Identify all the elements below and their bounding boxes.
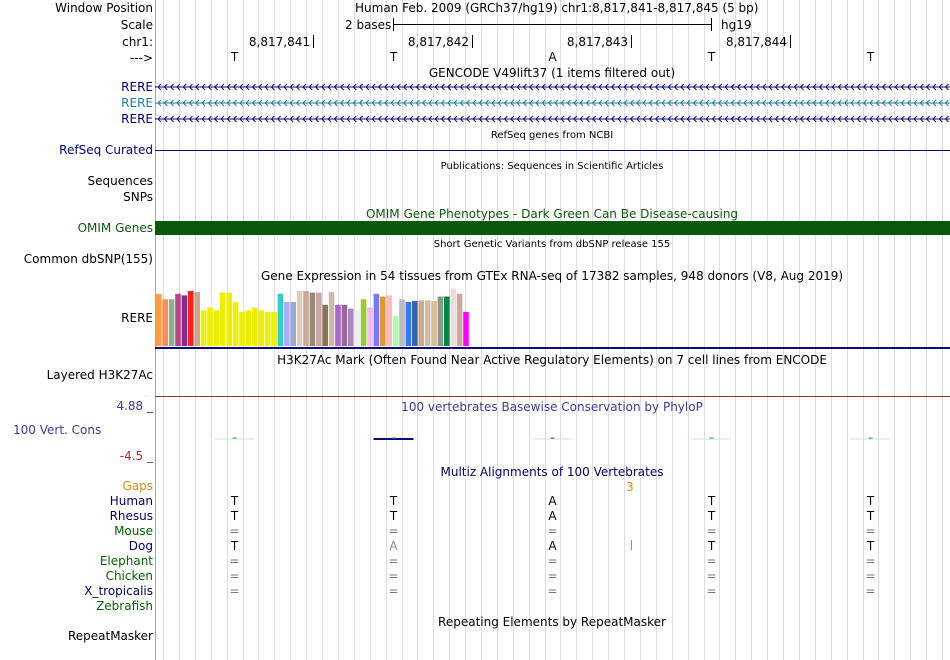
data-area[interactable] [155, 0, 950, 660]
alignment-base: = [547, 524, 558, 538]
alignment-base: T [707, 509, 716, 523]
gtex-tissue-bar [207, 308, 213, 347]
gtex-tissue-bar [239, 312, 245, 346]
scale-text: 2 bases [345, 18, 392, 32]
gencode-gene-feature [155, 116, 950, 122]
coordinate-tick [313, 35, 314, 48]
gtex-tissue-bar [316, 293, 322, 346]
gtex-tissue-bar [406, 302, 412, 346]
alignment-base: = [229, 524, 240, 538]
species-label: Human [109, 494, 153, 508]
reference-base: A [548, 50, 557, 64]
coordinate-label: 8,817,843 [566, 35, 628, 49]
gtex-tissue-bar [252, 308, 258, 347]
alignment-base: = [547, 554, 558, 568]
alignment-base: A [548, 494, 557, 508]
species-label: Mouse [114, 524, 153, 538]
alignment-base: A [389, 539, 398, 553]
coordinate-tick [472, 35, 473, 48]
gtex-tissue-bar [188, 291, 194, 346]
species-label: Rhesus [109, 509, 153, 523]
repeatmasker-label[interactable]: RepeatMasker [67, 629, 153, 643]
reference-base: T [866, 50, 875, 64]
gtex-tissue-bar [450, 288, 456, 346]
alignment-base: T [230, 509, 239, 523]
gencode-gene-label-1[interactable]: RERE [121, 80, 153, 94]
publications-title: Publications: Sequences in Scientific Articles [440, 161, 664, 172]
coordinate-label: 8,817,841 [248, 35, 310, 49]
gtex-tissue-bar [348, 309, 354, 346]
alignment-base: = [229, 554, 240, 568]
gencode-gene-label-3[interactable]: RERE [121, 112, 153, 126]
alignment-base: = [229, 584, 240, 598]
gtex-tissue-bar [342, 305, 348, 346]
omim-title: OMIM Gene Phenotypes - Dark Green Can Be Disease-causing [365, 207, 739, 221]
scale-bar [393, 24, 711, 25]
alignment-base: = [388, 584, 399, 598]
reference-base: T [230, 50, 239, 64]
alignment-base: = [547, 584, 558, 598]
alignment-base: T [230, 494, 239, 508]
gtex-tissue-bar [265, 312, 271, 346]
coordinate-label: 8,817,842 [407, 35, 469, 49]
gtex-tissue-bar [258, 310, 264, 346]
gtex-tissue-bar [297, 291, 303, 346]
gencode-gene-feature [155, 100, 950, 106]
alignment-base: = [388, 524, 399, 538]
window-position-label: Window Position [55, 1, 153, 15]
gtex-tissue-bar [290, 302, 296, 346]
coordinate-tick [790, 35, 791, 48]
gencode-gene-tracks[interactable] [155, 78, 950, 128]
publications-snps-label[interactable]: SNPs [123, 190, 153, 204]
gtex-tissue-bar [367, 308, 373, 347]
gtex-tissue-bar [380, 297, 386, 347]
gencode-title: GENCODE V49lift37 (1 items filtered out) [428, 66, 676, 80]
omim-feature-bar[interactable] [155, 221, 950, 235]
scale-label: Scale [120, 18, 153, 32]
gtex-tissue-bar [201, 310, 207, 346]
gtex-tissue-bar [175, 294, 181, 346]
gtex-tissue-bar [463, 312, 469, 346]
phylop-max-label: 4.88 _ [116, 399, 153, 413]
phylop-min-label: -4.5 _ [119, 449, 153, 463]
alignment-base: = [865, 524, 876, 538]
h3k27ac-title: H3K27Ac Mark (Often Found Near Active Regulatory Elements) on 7 cell lines from ENCODE [277, 353, 827, 367]
gtex-tissue-bar [361, 299, 367, 346]
gtex-tissue-bar [412, 301, 418, 346]
gencode-gene-label-2[interactable]: RERE [121, 96, 153, 110]
alignment-base: T [866, 494, 875, 508]
gtex-tissue-bar [303, 291, 309, 346]
gtex-title: Gene Expression in 54 tissues from GTEx RNA-seq of 17382 samples, 948 donors (V8, Aug 2019) [260, 269, 844, 283]
gtex-tissue-bar [329, 292, 335, 346]
phylop-conservation-plot[interactable] [155, 415, 950, 465]
alignment-base: = [706, 584, 717, 598]
gtex-tissue-bar [233, 302, 239, 346]
gtex-tissue-bar [156, 294, 162, 346]
alignment-base: T [389, 494, 398, 508]
gtex-tissue-bar [457, 294, 463, 346]
gtex-tissue-bar [354, 310, 360, 346]
alignment-base: = [865, 554, 876, 568]
species-label: Zebrafish [96, 599, 153, 613]
alignment-base: = [706, 569, 717, 583]
h3k27ac-baseline [155, 396, 950, 397]
gtex-tissue-bar [444, 297, 450, 347]
reference-base: T [707, 50, 716, 64]
alignment-base: A [548, 509, 557, 523]
alignment-base: A [548, 539, 557, 553]
multiz-title: Multiz Alignments of 100 Vertebrates [440, 465, 664, 479]
gtex-tissue-bar [214, 310, 220, 346]
gtex-tissue-bar [194, 292, 200, 346]
phylop-title: 100 vertebrates Basewise Conservation by PhyloP [401, 400, 703, 414]
gtex-tissue-bar [431, 301, 437, 346]
alignment-base: = [865, 584, 876, 598]
alignment-base: T [866, 539, 875, 553]
gencode-gene-feature [155, 84, 950, 90]
alignment-base: = [229, 569, 240, 583]
h3k27ac-label[interactable]: Layered H3K27Ac [46, 368, 153, 382]
species-label: Elephant [99, 554, 153, 568]
gtex-tissue-bar [246, 310, 252, 346]
refseq-title: RefSeq genes from NCBI [490, 130, 614, 141]
gtex-tissue-bar [399, 299, 405, 346]
omim-genes-label[interactable]: OMIM Genes [77, 221, 153, 235]
gtex-tissue-bar [182, 295, 188, 346]
gtex-tissue-bar [418, 300, 424, 346]
gap-count: 3 [626, 480, 634, 494]
gtex-tissue-bar [162, 299, 168, 346]
gtex-tissue-bar [425, 300, 431, 346]
coordinate-label: 8,817,844 [725, 35, 787, 49]
refseq-gene-line[interactable] [155, 150, 950, 151]
species-label: Chicken [105, 569, 153, 583]
alignment-base: T [389, 509, 398, 523]
scale-bar-right-tick [711, 18, 712, 31]
alignment-base: = [388, 569, 399, 583]
scale-bar-left-tick [393, 18, 394, 31]
reference-base: T [389, 50, 398, 64]
publications-sequences-label[interactable]: Sequences [87, 174, 153, 188]
dog-insertion-marker [631, 540, 632, 550]
phylop-track-label[interactable]: 100 Vert. Cons [13, 423, 102, 437]
repeatmasker-title: Repeating Elements by RepeatMasker [438, 615, 666, 629]
alignment-base: T [707, 539, 716, 553]
alignment-base: T [230, 539, 239, 553]
strand-label: ---> [129, 51, 153, 65]
alignment-base: = [547, 569, 558, 583]
gtex-expression-chart[interactable] [155, 282, 950, 350]
species-label: Dog [128, 539, 153, 553]
position-title: Human Feb. 2009 (GRCh37/hg19) chr1:8,817,841-8,817,845 (5 bp) [355, 1, 759, 15]
gtex-tissue-bar [374, 294, 380, 346]
gtex-tissue-bar [322, 305, 328, 346]
gtex-tissue-bar [386, 295, 392, 346]
gaps-label: Gaps [122, 479, 153, 493]
gtex-tissue-bar [438, 297, 444, 347]
assembly-label: hg19 [721, 18, 752, 32]
alignment-base: = [706, 554, 717, 568]
dbsnp-label[interactable]: Common dbSNP(155) [23, 252, 153, 266]
gtex-tissue-bar [220, 293, 226, 346]
alignment-base: T [707, 494, 716, 508]
gtex-tissue-bar [226, 293, 232, 346]
gtex-tissue-bar [310, 293, 316, 346]
alignment-base: = [388, 554, 399, 568]
coordinate-tick [631, 35, 632, 48]
gtex-tissue-bar [271, 312, 277, 346]
gtex-gene-label[interactable]: RERE [121, 311, 153, 325]
alignment-base: = [865, 569, 876, 583]
chrom-label: chr1: [122, 35, 153, 49]
species-label: X_tropicalis [84, 584, 153, 598]
gtex-tissue-bar [278, 294, 284, 346]
gtex-tissue-bar [284, 302, 290, 346]
alignment-base: T [866, 509, 875, 523]
refseq-curated-label[interactable]: RefSeq Curated [59, 143, 153, 157]
alignment-base: = [706, 524, 717, 538]
gtex-tissue-bar [169, 299, 175, 346]
gtex-tissue-bar [393, 316, 399, 346]
gtex-tissue-bar [335, 305, 341, 346]
dbsnp-title: Short Genetic Variants from dbSNP release 155 [433, 239, 671, 250]
